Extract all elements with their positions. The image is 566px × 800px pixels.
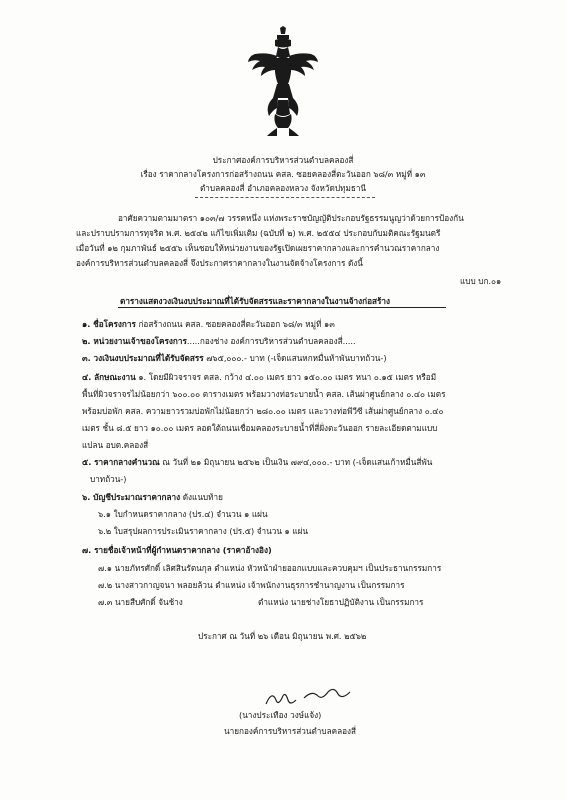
intro-line-4: องค์การบริหารส่วนตำบลคลองสี่ จึงประกาศราคากลางในงานจัดจ้างโครงการ ดังนี้ (76, 258, 363, 268)
item-1 (82, 319, 335, 330)
announcement-date: ประกาศ ณ วันที่ ๒๖ เดือน มิถุนายน พ.ศ. ๒๕๖๒ (198, 631, 367, 641)
item-2-value: .....กองช่าง องค์การบริหารส่วนตำบลคลองสี่..... (186, 336, 356, 346)
signer-position: นายกองค์การบริหารส่วนตำบลคลองสี่ (224, 726, 357, 736)
item-2 (82, 336, 356, 347)
item-7-1: ๗.๑ นายภัทรศักดิ์ เลิศสินรัตนกุล ตำแหน่ง หัวหน้าฝ่ายออกแบบและควบคุมฯ เป็นประธานกรรมการ (98, 563, 442, 573)
item-7-3-name: ๗.๓ นายสืบศักดิ์ จันช้าง (98, 597, 183, 607)
item-4-line-3: พร้อมบ่อพัก คสล. ความยาวรวมบ่อพักไม่น้อยกว่า ๒๘๐.๐๐ เมตร และวางท่อพีวีซี เส้นผ่าศูนย์กลาง ๐.๔๐ (82, 406, 444, 416)
item-4-line-4: เมตร ชั้น ๘.๕ ยาว ๑๐.๐๐ เมตร ลอดใต้ถนนเชื่อมคลองระบายน้ำที่สี่ฝั่งตะวันออก รายละเอียดตามแบบ (82, 423, 438, 433)
item-5-label: ๕. ราคากลางคำนวณ (82, 457, 160, 467)
intro-line-2: และปราบปรามการทุจริต พ.ศ. ๒๕๔๒ แก้ไขเพิ่มเติม (ฉบับที่ ๒) พ.ศ. ๒๕๕๔ ประกอบกับมติคณะรัฐมนตรี (76, 228, 441, 238)
item-7-3-position: ตำแหน่ง นายช่างโยธาปฏิบัติงาน เป็นกรรมการ (258, 597, 424, 607)
item-6-value: ดังแนบท้าย (180, 492, 223, 502)
item-6-1: ๖.๑ ใบกำหนดราคากลาง (ปร.๔) จำนวน ๑ แผ่น (98, 509, 268, 519)
item-2-label: ๒. หน่วยงานเจ้าของโครงการ (82, 336, 187, 346)
table-title: ตารางแสดงวงเงินงบประมาณที่ได้รับจัดสรรและราคากลางในงานจ้างก่อสร้าง (120, 296, 390, 306)
intro-line-1: อาศัยความตามมาตรา ๑๐๓/๗ วรรคหนึ่ง แห่งพระราชบัญญัติประกอบรัฐธรรมนูญว่าด้วยการป้องกัน (118, 213, 464, 223)
item-6-label: ๖. บัญชีประมาณราคากลาง (82, 492, 181, 502)
item-3-value: ๗๖๕,๐๐๐.- บาท (-เจ็ดแสนหกหมื่นห้าพันบาทถ้วน-) (203, 353, 387, 363)
item-5-value: ณ วันที่ ๒๑ มิถุนายน ๒๕๖๒ เป็นเงิน ๗๙๔,๐๐๐.- บาท (-เจ็ดแสนเก้าหมื่นสี่พัน (159, 457, 433, 467)
item-7-2: ๗.๒ นางสาวกาญจนา พลอยล้วน ตำแหน่ง เจ้าพนักงานธุรการชำนาญงาน เป็นกรรมการ (98, 580, 405, 590)
item-5 (82, 457, 432, 468)
item-4-line-2: พื้นที่ผิวจราจรไม่น้อยกว่า ๖๐๐.๐๐ ตารางเมตร พร้อมวางท่อระบายน้ำ คสล. เส้นผ่าศูนย์กลาง ๐.๔๐ เมตร (82, 389, 446, 399)
announcement-heading: ประกาศองค์การบริหารส่วนตำบลคลองสี่ (212, 155, 354, 165)
announcement-location: ตำบลคลองสี่ อำเภอคลองหลวง จังหวัดปทุมธานี (199, 183, 367, 193)
item-4-line-5: แปลน อบต.คลองสี่ (82, 440, 149, 450)
item-6 (82, 492, 223, 503)
item-4-label: ๔. ลักษณะงาน (82, 372, 136, 382)
item-4-line-1: ๑. โดยมีผิวจราจร คสล. กว้าง ๔.๐๐ เมตร ยาว ๑๕๐.๐๐ เมตร หนา ๐.๑๕ เมตร หรือมี (135, 372, 437, 382)
garuda-emblem (247, 26, 319, 138)
table-title-underline (118, 307, 446, 308)
item-6-2: ๖.๒ ใบสรุปผลการประเมินราคากลาง (ปร.๕) จำนวน ๑ แผ่น (98, 526, 309, 536)
item-4 (82, 372, 436, 383)
item-1-value: ก่อสร้างถนน คสล. ซอยคลองสี่ตะวันออก ๖๘/๓ หมู่ที่ ๑๓ (135, 319, 335, 329)
form-code: แบบ บก.๐๑ (460, 276, 502, 286)
announcement-subject: เรื่อง ราคากลางโครงการก่อสร้างถนน คสล. ซอยคลองสี่ตะวันออก ๖๘/๓ หมู่ที่ ๑๓ (140, 169, 426, 179)
item-1-label: ๑. ชื่อโครงการ (82, 319, 136, 329)
item-7-label: ๗. รายชื่อเจ้าหน้าที่ผู้กำหนดราคากลาง (ราคาอ้างอิง) (82, 545, 272, 555)
signature (258, 686, 368, 710)
item-5-line-2: บาทถ้วน-) (90, 474, 127, 484)
item-3 (82, 353, 387, 364)
separator-line (195, 197, 375, 198)
item-3-label: ๓. วงเงินงบประมาณที่ได้รับจัดสรร (82, 353, 204, 363)
intro-line-3: เมื่อวันที่ ๑๒ กุมภาพันธ์ ๒๕๕๖ เห็นชอบให้หน่วยงานของรัฐเปิดเผยราคากลางและการคำนวณราคากลาง (76, 243, 440, 253)
signer-name: (นางประเทือง วงษ์แจ้ง) (239, 710, 322, 720)
